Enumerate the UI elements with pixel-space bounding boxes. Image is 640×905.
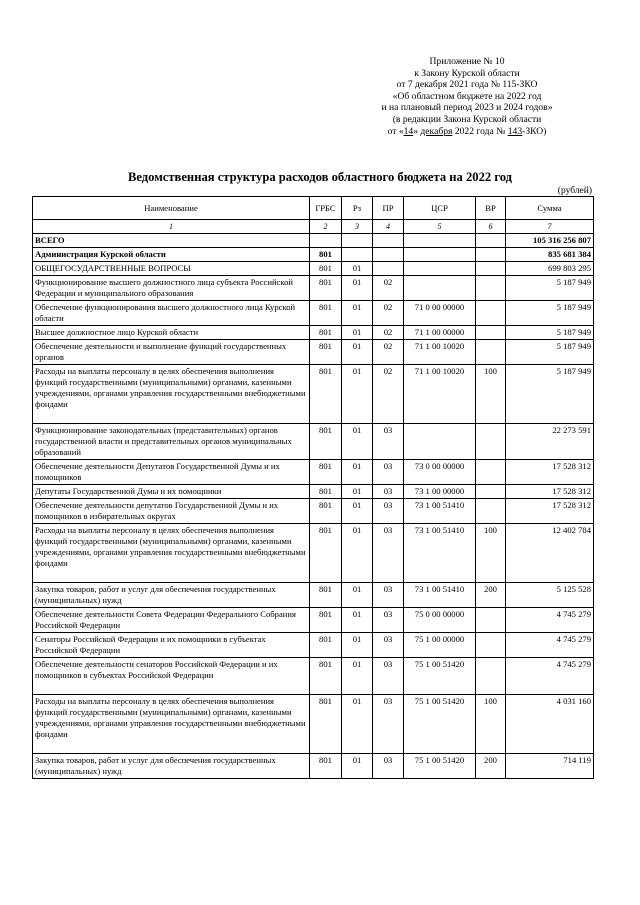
cell-pr: 02: [373, 301, 404, 326]
cell-name: Администрация Курской области: [33, 248, 310, 262]
cell-csr: [404, 248, 476, 262]
cell-vr: [476, 485, 506, 499]
cell-pr: 03: [373, 499, 404, 524]
table-row: [33, 524, 594, 583]
cell-sum: 5 187 949: [506, 340, 594, 365]
cell-vr: [476, 248, 506, 262]
cell-pr: 03: [373, 583, 404, 608]
cell-rz: 01: [342, 276, 373, 301]
column-header: ГРБС: [310, 197, 342, 220]
table-row: [33, 340, 594, 365]
cell-vr: [476, 499, 506, 524]
appendix-line: Приложение № 10: [429, 56, 505, 67]
cell-rz: 01: [342, 424, 373, 460]
column-number: 5: [404, 220, 476, 234]
table-row: [33, 583, 594, 608]
cell-vr: [476, 424, 506, 460]
cell-vr: [476, 608, 506, 633]
cell-vr: [476, 460, 506, 485]
cell-grbs: 801: [310, 658, 342, 695]
cell-sum: 17 528 312: [506, 460, 594, 485]
column-header: ЦСР: [404, 197, 476, 220]
cell-sum: 22 273 591: [506, 424, 594, 460]
cell-sum: 5 187 949: [506, 276, 594, 301]
cell-grbs: 801: [310, 499, 342, 524]
cell-sum: 4 031 160: [506, 695, 594, 754]
cell-sum: 4 745 279: [506, 633, 594, 658]
cell-name: Закупка товаров, работ и услуг для обеспечения государственных (муниципальных) нужд: [33, 583, 310, 608]
table-row: [33, 326, 594, 340]
cell-sum: 17 528 312: [506, 485, 594, 499]
cell-csr: 75 0 00 00000: [404, 608, 476, 633]
cell-sum: 5 187 949: [506, 326, 594, 340]
cell-pr: 03: [373, 608, 404, 633]
cell-sum: 17 528 312: [506, 499, 594, 524]
table-row: [33, 248, 594, 262]
cell-pr: [373, 248, 404, 262]
cell-rz: 01: [342, 460, 373, 485]
cell-rz: 01: [342, 340, 373, 365]
appendix-line: «Об областном бюджете на 2022 год: [392, 90, 542, 102]
cell-csr: [404, 424, 476, 460]
cell-vr: [476, 234, 506, 248]
cell-pr: [373, 262, 404, 276]
cell-name: Обеспечение функционирования высшего должностного лица Курской области: [33, 301, 310, 326]
cell-vr: [476, 301, 506, 326]
cell-name: ВСЕГО: [33, 234, 310, 248]
cell-vr: 200: [476, 754, 506, 779]
cell-vr: 100: [476, 365, 506, 424]
cell-name: Расходы на выплаты персоналу в целях обеспечения выполнения функций государственными (муниципальными) органами, казенными учреждениями, органами управления государственными внебюджетными фондами: [33, 365, 310, 424]
cell-csr: [404, 262, 476, 276]
cell-grbs: 801: [310, 326, 342, 340]
cell-grbs: 801: [310, 276, 342, 301]
column-number: 3: [342, 220, 373, 234]
cell-pr: 03: [373, 485, 404, 499]
cell-sum: 4 745 279: [506, 658, 594, 695]
cell-pr: 03: [373, 633, 404, 658]
appendix-line: (в редакции Закона Курской области: [392, 113, 542, 125]
budget-table: [32, 196, 594, 779]
table-row: [33, 301, 594, 326]
cell-name: Депутаты Государственной Думы и их помощники: [33, 485, 310, 499]
cell-grbs: [310, 234, 342, 248]
cell-rz: 01: [342, 301, 373, 326]
cell-vr: [476, 658, 506, 695]
table-row: [33, 460, 594, 485]
cell-rz: 01: [342, 326, 373, 340]
cell-sum: 5 187 949: [506, 365, 594, 424]
column-header: ВР: [476, 197, 506, 220]
cell-rz: [342, 248, 373, 262]
cell-name: Обеспечение деятельности сенаторов Российской Федерации и их помощников в субъектах Российской Федерации: [33, 658, 310, 695]
cell-rz: 01: [342, 485, 373, 499]
cell-csr: 71 1 00 10020: [404, 340, 476, 365]
cell-sum: 105 316 256 807: [506, 234, 594, 248]
cell-vr: [476, 633, 506, 658]
cell-rz: 01: [342, 365, 373, 424]
cell-sum: 835 681 384: [506, 248, 594, 262]
cell-grbs: 801: [310, 301, 342, 326]
cell-grbs: 801: [310, 608, 342, 633]
column-header: ПР: [373, 197, 404, 220]
cell-rz: 01: [342, 695, 373, 754]
cell-sum: 699 803 295: [506, 262, 594, 276]
cell-name: Обеспечение деятельности Совета Федерации Федерального Собрания Российской Федерации: [33, 608, 310, 633]
cell-grbs: 801: [310, 633, 342, 658]
cell-rz: 01: [342, 262, 373, 276]
cell-pr: 03: [373, 524, 404, 583]
table-row: [33, 234, 594, 248]
table-row: [33, 365, 594, 424]
column-header: Наименование: [33, 197, 310, 220]
column-number-row: [33, 220, 594, 234]
cell-name: Обеспечение деятельности и выполнение функций государственных органов: [33, 340, 310, 365]
cell-sum: 714 119: [506, 754, 594, 779]
cell-rz: 01: [342, 633, 373, 658]
cell-csr: 71 0 00 00000: [404, 301, 476, 326]
cell-pr: 03: [373, 460, 404, 485]
cell-pr: 03: [373, 424, 404, 460]
cell-name: Обеспечение деятельности депутатов Государственной Думы и их помощников в избирательных округах: [33, 499, 310, 524]
document-title: Ведомственная структура расходов областного бюджета на 2022 год: [127, 170, 513, 184]
cell-pr: 03: [373, 754, 404, 779]
cell-vr: 200: [476, 583, 506, 608]
cell-sum: 12 402 784: [506, 524, 594, 583]
cell-rz: [342, 234, 373, 248]
table-row: [33, 485, 594, 499]
cell-name: Закупка товаров, работ и услуг для обеспечения государственных (муниципальных) нужд: [33, 754, 310, 779]
cell-vr: 100: [476, 695, 506, 754]
cell-vr: 100: [476, 524, 506, 583]
cell-grbs: 801: [310, 485, 342, 499]
cell-name: Высшее должностное лицо Курской области: [33, 326, 310, 340]
table-row: [33, 754, 594, 779]
cell-name: Функционирование законодательных (представительных) органов государственной власти и представительных органов муниципальных образований: [33, 424, 310, 460]
cell-vr: [476, 276, 506, 301]
cell-vr: [476, 340, 506, 365]
cell-csr: 75 1 00 51420: [404, 658, 476, 695]
table-header-row: [33, 197, 594, 220]
column-number: 6: [476, 220, 506, 234]
cell-csr: [404, 234, 476, 248]
cell-csr: [404, 276, 476, 301]
table-row: [33, 608, 594, 633]
appendix-line: к Закону Курской области: [414, 67, 520, 79]
cell-grbs: 801: [310, 524, 342, 583]
cell-csr: 73 1 00 00000: [404, 485, 476, 499]
column-number: 2: [310, 220, 342, 234]
cell-grbs: 801: [310, 262, 342, 276]
cell-csr: 71 1 00 10020: [404, 365, 476, 424]
cell-sum: 5 187 949: [506, 301, 594, 326]
table-row: [33, 424, 594, 460]
cell-grbs: 801: [310, 248, 342, 262]
column-number: 4: [373, 220, 404, 234]
appendix-line: от 7 декабря 2021 года № 115-ЗКО: [396, 79, 538, 91]
cell-grbs: 801: [310, 460, 342, 485]
cell-grbs: 801: [310, 695, 342, 754]
cell-csr: 71 1 00 00000: [404, 326, 476, 340]
cell-name: Функционирование высшего должностного лица субъекта Российской Федерации и муниципального образования: [33, 276, 310, 301]
cell-name: Расходы на выплаты персоналу в целях обеспечения выполнения функций государственными (муниципальными) органами, казенными учреждениями, органами управления государственными внебюджетными фондами: [33, 524, 310, 583]
cell-vr: [476, 326, 506, 340]
cell-grbs: 801: [310, 340, 342, 365]
cell-pr: 02: [373, 326, 404, 340]
table-row: [33, 276, 594, 301]
cell-rz: 01: [342, 583, 373, 608]
cell-sum: 4 745 279: [506, 608, 594, 633]
cell-grbs: 801: [310, 583, 342, 608]
appendix-header: [352, 56, 582, 137]
cell-name: Сенаторы Российской Федерации и их помощники в субъектах Российской Федерации: [33, 633, 310, 658]
cell-pr: [373, 234, 404, 248]
table-row: [33, 695, 594, 754]
column-number: 1: [33, 220, 310, 234]
cell-pr: 02: [373, 276, 404, 301]
edition-line: от «14» декабря 2022 года № 143-ЗКО): [387, 125, 547, 137]
cell-pr: 02: [373, 340, 404, 365]
table-row: [33, 658, 594, 695]
cell-pr: 03: [373, 658, 404, 695]
cell-rz: 01: [342, 754, 373, 779]
cell-csr: 73 1 00 51410: [404, 583, 476, 608]
cell-csr: 73 0 00 00000: [404, 460, 476, 485]
table-row: [33, 633, 594, 658]
table-body: [33, 234, 594, 779]
cell-csr: 73 1 00 51410: [404, 524, 476, 583]
cell-csr: 75 1 00 51420: [404, 754, 476, 779]
cell-grbs: 801: [310, 424, 342, 460]
cell-pr: 02: [373, 365, 404, 424]
appendix-line: и на плановый период 2023 и 2024 годов»: [381, 102, 553, 114]
cell-grbs: 801: [310, 754, 342, 779]
cell-name: ОБЩЕГОСУДАРСТВЕННЫЕ ВОПРОСЫ: [33, 262, 310, 276]
cell-rz: 01: [342, 608, 373, 633]
cell-rz: 01: [342, 524, 373, 583]
cell-rz: 01: [342, 658, 373, 695]
cell-sum: 5 125 528: [506, 583, 594, 608]
units-label: (рублей): [557, 186, 592, 196]
cell-csr: 75 1 00 00000: [404, 633, 476, 658]
cell-name: Обеспечение деятельности Депутатов Государственной Думы и их помощников: [33, 460, 310, 485]
column-header: Сумма: [506, 197, 594, 220]
cell-csr: 73 1 00 51410: [404, 499, 476, 524]
table-row: [33, 262, 594, 276]
cell-name: Расходы на выплаты персоналу в целях обеспечения выполнения функций государственными (муниципальными) органами, казенными учреждениями, органами управления государственными внебюджетными фондами: [33, 695, 310, 754]
table-row: [33, 499, 594, 524]
cell-pr: 03: [373, 695, 404, 754]
column-header: Рз: [342, 197, 373, 220]
cell-vr: [476, 262, 506, 276]
column-number: 7: [506, 220, 594, 234]
cell-grbs: 801: [310, 365, 342, 424]
cell-csr: 75 1 00 51420: [404, 695, 476, 754]
cell-rz: 01: [342, 499, 373, 524]
